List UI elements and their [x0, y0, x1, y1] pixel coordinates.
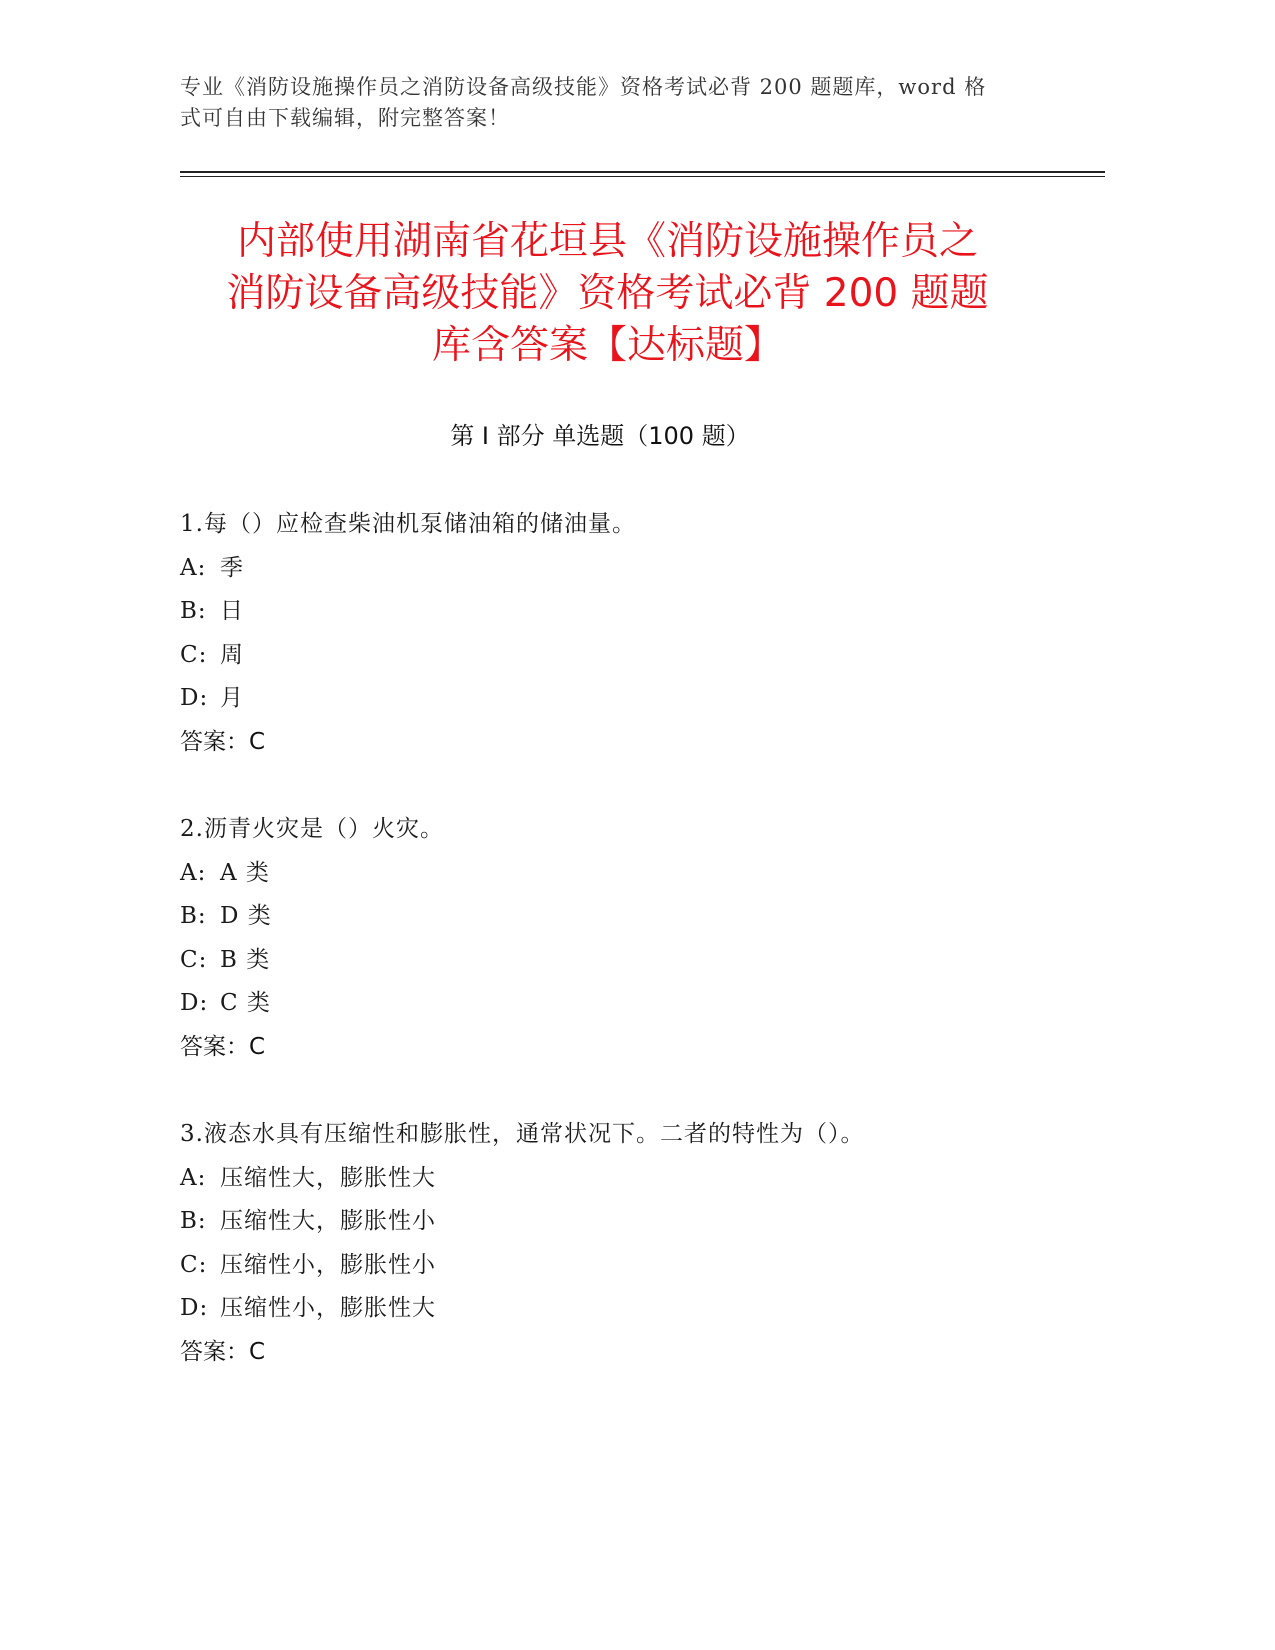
option-text: 压缩性小，膨胀性小	[220, 1251, 436, 1278]
document-header-note	[180, 72, 1030, 134]
option-text: A 类	[220, 859, 270, 886]
option-key: C:	[180, 1251, 208, 1278]
question-1	[180, 503, 1100, 764]
option-d	[180, 677, 1100, 721]
option-c	[180, 634, 1100, 678]
option-text: 月	[220, 685, 244, 711]
header-note-line-2: 式可自由下载编辑，附完整答案！	[180, 106, 510, 130]
option-key: D:	[180, 1295, 209, 1321]
option-text: 压缩性大，膨胀性大	[220, 1164, 436, 1191]
option-key: A:	[180, 554, 207, 581]
header-divider-thin	[180, 176, 1105, 177]
option-a	[180, 547, 1100, 591]
option-key: C:	[180, 641, 208, 668]
option-text: D 类	[220, 903, 272, 929]
option-text: 压缩性大，膨胀性小	[220, 1208, 436, 1234]
option-c	[180, 1244, 1100, 1288]
option-a	[180, 1157, 1100, 1201]
header-note-line-1: 专业《消防设施操作员之消防设备高级技能》资格考试必背 200 题题库，word 格	[180, 75, 987, 99]
option-text: 日	[220, 598, 244, 624]
document-title-line-3: 库含答案【达标题】	[431, 323, 783, 368]
option-key: A:	[180, 859, 207, 886]
option-d	[180, 982, 1100, 1026]
document-title-line-1: 内部使用湖南省花垣县《消防设施操作员之	[236, 219, 978, 264]
option-key: D:	[180, 990, 209, 1016]
document-title	[170, 216, 1045, 372]
header-divider-thick	[180, 171, 1105, 173]
option-text: C 类	[220, 990, 271, 1016]
option-b	[180, 590, 1100, 634]
question-stem: 1.每（）应检查柴油机泵储油箱的储油量。	[180, 511, 636, 537]
option-key: B:	[180, 903, 207, 929]
option-b	[180, 1200, 1100, 1244]
question-2	[180, 808, 1100, 1069]
option-key: B:	[180, 598, 207, 624]
option-c	[180, 939, 1100, 983]
option-text: B 类	[220, 946, 271, 973]
option-b	[180, 895, 1100, 939]
section-title: 第 I 部分 单选题（100 题）	[450, 422, 750, 450]
option-text: 季	[220, 554, 244, 581]
question-stem: 3.液态水具有压缩性和膨胀性，通常状况下。二者的特性为（）。	[180, 1121, 865, 1147]
option-d	[180, 1287, 1100, 1331]
answer-line: 答案：C	[180, 1338, 266, 1365]
option-key: C:	[180, 946, 208, 973]
option-key: A:	[180, 1164, 207, 1191]
option-a	[180, 852, 1100, 896]
question-3	[180, 1113, 1100, 1374]
option-text: 周	[220, 641, 244, 668]
document-title-line-2: 消防设备高级技能》资格考试必背 200 题题	[226, 271, 989, 316]
answer-line: 答案：C	[180, 1033, 266, 1060]
option-key: D:	[180, 685, 209, 711]
option-text: 压缩性小，膨胀性大	[220, 1295, 436, 1321]
question-stem: 2.沥青火灾是（）火灾。	[180, 816, 444, 842]
answer-line: 答案：C	[180, 728, 266, 755]
option-key: B:	[180, 1208, 207, 1234]
